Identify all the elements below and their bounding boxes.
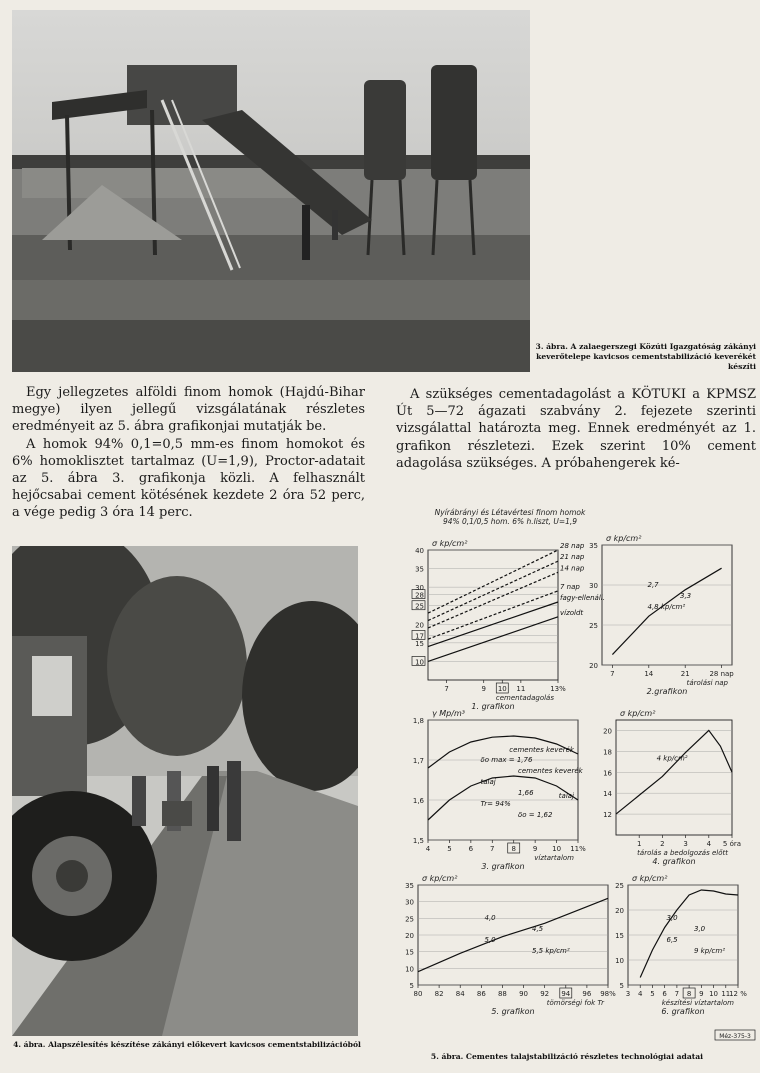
chart1-series-label: 7 nap xyxy=(560,582,580,591)
figure5-header-line1: Nyírábrányi és Létavértesi finom homok xyxy=(434,508,586,517)
figure5-caption: 5. ábra. Cementes talajstabilizáció részletes technológiai adatai xyxy=(430,1052,704,1061)
chart4-ytick-label: 20 xyxy=(603,727,612,736)
chart6-xtick-label: 7 xyxy=(674,990,680,998)
chart3-annotation: δo max = 1,76 xyxy=(480,756,533,764)
chart6-xtick-label: 6 xyxy=(662,990,667,998)
chart6-annotation: 6,5 xyxy=(666,936,678,944)
chart5-ylabel: σ kp/cm² xyxy=(422,874,458,883)
chart4-xtick-label: 1 xyxy=(636,840,642,848)
chart1-ytick-label: 35 xyxy=(415,565,424,574)
chart3-xtick-label: 5 xyxy=(447,845,452,853)
chart3-series-label: cementes keverék xyxy=(509,746,574,754)
chart5-ytick-label: 15 xyxy=(405,948,414,957)
photo-mixing-plant xyxy=(12,10,530,372)
chart3-xtick-label: 11% xyxy=(570,845,586,853)
chart1-ytick-label: 40 xyxy=(415,547,424,555)
chart4-xtick-label: 4 xyxy=(706,840,712,848)
chart6-title: 6. grafikon xyxy=(661,1007,705,1016)
chart4-xtick-label: 2 xyxy=(660,840,665,848)
chart1-ytick-label: 30 xyxy=(415,584,424,593)
chart2-xtick-label: 14 xyxy=(644,670,654,678)
chart5-xtick-label: 98% xyxy=(600,990,616,998)
chart1-series-line xyxy=(428,572,558,628)
figure5-charts xyxy=(390,530,760,1050)
chart3-series-line xyxy=(428,776,578,820)
chart1-ytick-label: 20 xyxy=(415,621,424,630)
mixing-plant-image xyxy=(12,10,530,372)
chart5-xlabel: tömörségi fok Tr xyxy=(546,999,604,1007)
chart3-ylabel: γ Mp/m³ xyxy=(432,709,465,718)
chart1-series-label: vízoldt xyxy=(560,608,584,617)
chart1-xtick-label: 10 xyxy=(497,685,507,693)
chart2-ytick-label: 20 xyxy=(589,662,598,670)
chart5-xtick-label: 94 xyxy=(561,990,571,998)
chart3-ytick-label: 1,6 xyxy=(412,797,424,805)
chart3-ytick-label: 1,8 xyxy=(412,717,424,725)
chart4-xtick-label: 3 xyxy=(683,840,688,848)
chart1-xtick-label: 13% xyxy=(550,685,566,693)
chart3-annotation: cementes keverék xyxy=(518,767,583,775)
chart5-annotation: 5,0 xyxy=(484,936,496,944)
chart2-annotation: 2,7 xyxy=(647,581,659,589)
chart1-ylabel: σ kp/cm² xyxy=(432,539,468,548)
figure5-header-line2: 94% 0,1/0,5 hom. 6% h.liszt, U=1,9 xyxy=(442,517,578,526)
chart1-xtick-label: 7 xyxy=(444,685,449,693)
chart4-xlabel: tárolás a bedolgozás előtt xyxy=(637,849,728,857)
chart2-ytick-label: 30 xyxy=(589,582,598,590)
chart2-series-line xyxy=(612,568,721,654)
figure5-stamp: Méz-375-3 xyxy=(719,1033,751,1040)
chart5-ytick-label: 5 xyxy=(409,982,414,990)
chart1-series-line xyxy=(428,550,558,613)
chart1-series-label: 28 nap xyxy=(560,542,585,550)
chart3-xtick-label: 9 xyxy=(532,845,538,853)
chart2-annotation: 3,3 xyxy=(680,592,692,600)
chart3-annotation: δo = 1,62 xyxy=(518,811,553,819)
chart1-ytick-label: 25 xyxy=(415,602,424,611)
chart3-annotation: Tr= 94% xyxy=(480,800,511,808)
left-paragraph-1: Egy jellegzetes alföldi finom homok (Hajdú-Bihar megye) ilyen jellegű vizsgálatának részletes eredményeit az 5. ábra grafikonjai mutatják be. xyxy=(12,385,365,435)
chart1-series-label: fagy-ellenáll. xyxy=(560,594,605,602)
chart1-xlabel: cementadagolás xyxy=(495,694,554,702)
chart3-xtick-label: 4 xyxy=(425,845,431,853)
chart1-series-line xyxy=(428,591,558,639)
chart6-annotation: 3,0 xyxy=(694,925,706,933)
chart2-xlabel: tárolási nap xyxy=(686,679,728,687)
chart6-ytick-label: 20 xyxy=(615,907,624,915)
chart5-ytick-label: 30 xyxy=(405,898,414,907)
chart6-ytick-label: 10 xyxy=(615,957,624,965)
chart5-xtick-label: 82 xyxy=(434,990,444,998)
photo3-caption: 3. ábra. A zalaegerszegi Közúti Igazgatóság zákányi keverőtelepe kavicsos cementstabilizáció keverékét készíti xyxy=(535,342,756,371)
chart6-ytick-label: 5 xyxy=(619,982,624,990)
photo-road-widening xyxy=(12,546,358,1036)
chart6-ytick-label: 15 xyxy=(615,932,624,940)
chart2-annotation: 4,8 kp/cm² xyxy=(647,603,686,611)
chart6-series-line xyxy=(640,890,738,978)
chart2-ylabel: σ kp/cm² xyxy=(606,534,642,543)
chart1-series-line xyxy=(428,561,558,620)
chart2-ytick-label: 35 xyxy=(589,542,598,550)
chart6-annotation: 9 kp/cm² xyxy=(694,947,726,955)
chart5-xtick-label: 96 xyxy=(582,990,592,998)
chart2-ytick-label: 25 xyxy=(589,622,598,630)
left-column-text xyxy=(12,384,365,522)
chart4-frame xyxy=(616,720,732,835)
chart6-xtick-label: 4 xyxy=(637,990,643,998)
chart5-xtick-label: 92 xyxy=(540,990,550,998)
chart3-ytick-label: 1,5 xyxy=(412,837,424,845)
chart5-xtick-label: 90 xyxy=(519,990,529,998)
chart4-ytick-label: 12 xyxy=(603,811,612,820)
photo4-caption: 4. ábra. Alapszélesítés készítése zákányi előkevert kavicsos cementstabilizációból xyxy=(13,1040,361,1049)
chart6-xlabel: készítési víztartalom xyxy=(661,999,734,1007)
chart1-ytick-label: 10 xyxy=(415,658,424,667)
chart3-xtick-label: 6 xyxy=(468,845,474,853)
chart3-annotation: talaj xyxy=(480,778,496,786)
chart1-series-label: 21 nap xyxy=(560,553,585,562)
chart3-series-label: talaj xyxy=(558,792,574,800)
road-widening-image xyxy=(12,546,358,1036)
chart6-annotation: 3,0 xyxy=(666,914,678,922)
chart2-xtick-label: 7 xyxy=(610,670,615,678)
chart5-ytick-label: 10 xyxy=(405,965,414,974)
chart1-series-line xyxy=(428,617,558,662)
chart5-ytick-label: 20 xyxy=(405,932,414,940)
chart6-xtick-label: 9 xyxy=(699,990,704,998)
chart2-title: 2.grafikon xyxy=(646,687,688,696)
chart5-xtick-label: 88 xyxy=(497,990,507,998)
chart4-annotation: 4 kp/cm² xyxy=(656,754,688,763)
chart4-ytick-label: 16 xyxy=(603,769,612,778)
chart3-ytick-label: 1,7 xyxy=(412,757,424,765)
chart4-ytick-label: 14 xyxy=(603,790,612,799)
chart1-ytick-label: 17 xyxy=(415,632,424,641)
chart3-xtick-label: 8 xyxy=(511,845,516,853)
chart3-xtick-label: 10 xyxy=(552,845,562,853)
chart4-ytick-label: 18 xyxy=(603,748,612,757)
chart5-annotation: 4,5 xyxy=(532,925,544,933)
chart6-xtick-label: 10 xyxy=(709,990,719,998)
chart3-xlabel: víztartalom xyxy=(534,854,574,862)
chart6-ytick-label: 25 xyxy=(615,882,624,890)
chart5-xtick-label: 80 xyxy=(413,990,423,998)
chart2-xtick-label: 28 nap xyxy=(709,670,734,678)
left-paragraph-2: A homok 94% 0,1=0,5 mm-es finom homokot és 6% homoklisztet tartalmaz (U=1,9), Proctor-adatait az 5. ábra 3. grafikonja közli. A felhasznált hejőcsabai cement kötésének kezdete 2 óra 52 perc, a vége pedig 3 óra 14 perc. xyxy=(12,436,365,521)
chart1-xtick-label: 9 xyxy=(481,685,486,693)
chart3-xtick-label: 7 xyxy=(490,845,495,853)
chart1-ytick-label: 15 xyxy=(415,639,424,648)
chart5-xtick-label: 84 xyxy=(455,990,465,998)
figure5-header xyxy=(410,508,610,526)
chart6-xtick-label: 5 xyxy=(650,990,655,998)
chart6-xtick-label: 3 xyxy=(625,990,631,998)
chart4-title: 4. grafikon xyxy=(652,857,696,866)
chart2-xtick-label: 21 xyxy=(680,670,690,678)
chart4-ylabel: σ kp/cm² xyxy=(620,709,656,718)
chart5-xtick-label: 86 xyxy=(476,990,486,998)
chart1-xtick-label: 11 xyxy=(516,685,526,693)
chart3-title: 3. grafikon xyxy=(481,862,525,871)
chart5-ytick-label: 25 xyxy=(405,915,414,924)
chart6-ylabel: σ kp/cm² xyxy=(632,874,668,883)
chart6-xtick-label: 11 xyxy=(721,990,731,998)
chart5-annotation: 4,0 xyxy=(484,914,496,922)
chart1-series-label: 14 nap xyxy=(560,564,585,573)
chart6-xtick-label: 8 xyxy=(686,990,692,998)
chart4-xtick-label: 5 óra xyxy=(722,840,742,848)
chart3-annotation: 1,66 xyxy=(518,789,534,797)
right-column-text xyxy=(396,386,756,472)
right-paragraph: A szükséges cementadagolást a KÖTUKI a KPMSZ Út 5—72 ágazati szabvány 2. fejezete szerinti vizsgálattal határozta meg. Ennek eredményét az 1. grafikon részletezi. Ezek szerint 10% cement adagolása szükséges. A próbahengerek ké- xyxy=(396,387,756,471)
chart1-title: 1. grafikon xyxy=(471,702,515,711)
chart5-ytick-label: 35 xyxy=(405,882,414,890)
chart6-xtick-label: 12 % xyxy=(729,990,747,998)
chart3-frame xyxy=(428,720,578,840)
chart1-ytick-label: 28 xyxy=(415,591,424,600)
chart5-annotation: 5,5 kp/cm² xyxy=(532,947,570,955)
chart5-title: 5. grafikon xyxy=(491,1007,535,1016)
